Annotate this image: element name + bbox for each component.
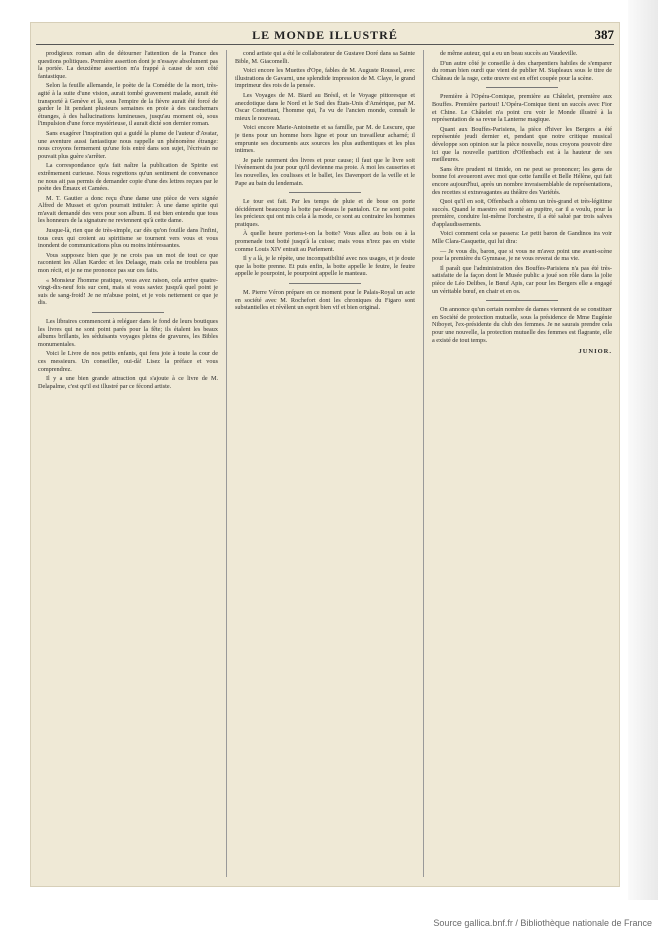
paragraph: Il y a une bien grande attraction qui s'ajoute à ce livre de M. Delapalme, c'est qu'il est illustré par ce fécond artiste.: [38, 375, 218, 390]
section-divider: [92, 312, 164, 313]
paragraph: M. Pierre Véron prépare en ce moment pour le Palais-Royal un acte en société avec M. Rochefort dont les chroniques du Figaro sont substantielles et révèlent un esprit bien vif et bien original.: [235, 289, 415, 312]
paragraph: Quant aux Bouffes-Parisiens, la pièce d'hiver les Bergers a été représentée jeudi dernier et, pendant que notre critique musical développe son opinion sur la pièce nouvelle, nous croyons pouvoir dire ici que la nouvelle partition d'Offenbach est à la hauteur de ses meilleures.: [432, 125, 612, 164]
page-binding-edge: [628, 0, 658, 900]
section-divider: [289, 283, 361, 284]
paragraph: Première à l'Opéra-Comique, première au Châtelet, première aux Bouffes. Première partout! L'Opéra-Comique tient un succès avec Fior et Chine. Le Châtelet n'a point cru voir le Monde illustré à la représentation de sa revue la Lanterne magique.: [432, 93, 612, 124]
column-1: [38, 50, 218, 877]
paragraph: Sans être prudent ni timide, on ne peut se prononcer; les gens de bonne foi avoueront avec moi que cette famille et Belle Hélène, qui fait encore aujourd'hui, après un nombre invraisemblable de représentations, des recettes si extravagantes au théâtre des Variétés.: [432, 165, 612, 196]
paragraph: Il y a là, je le répète, une incompatibilité avec nos usages, et je doute que la botte prenne. Et puis enfin, la botte appelle le feutre, le feutre appelle le pourpoint, le pourpoint appelle le manteau.: [235, 255, 415, 278]
newspaper-page: [30, 22, 620, 887]
column-3: [432, 50, 612, 877]
paragraph: Quoi qu'il en soit, Offenbach a obtenu un très-grand et très-légitime succès. Quand le maestro est monté au pupitre, car il a voulu, pour la première, conduire lui-même l'orchestre, il a été salué par trois salves d'applaudissements.: [432, 198, 612, 228]
article-columns: [38, 50, 612, 877]
paragraph: Il paraît que l'administration des Bouffes-Parisiens n'a pas été très-satisfaite de la façon dont le Musée public a joué son rôle dans la jolie pièce de Léo Delibes, le Bœuf Apis, car pour les Bergers elle a engagé un véritable bœuf, en chair et en os.: [432, 264, 612, 295]
paragraph: prodigieux roman afin de détourner l'attention de la France des questions politiques. Première assertion dont je n'essaye absolument pas la portée. La deuxième assertion m'a frappé à cause de son côté fantastique.: [38, 50, 218, 80]
paragraph: Je parle rarement des livres et pour cause; il faut que le livre soit l'événement du jour pour qu'il devienne ma proie. À moi les causeries et les nouvelles, les coulisses et le ballet, les Davenport de la veille et le Pape au bain du lendemain.: [235, 156, 415, 187]
paragraph: Jusque-là, rien que de très-simple, car dès qu'on fouille dans l'infini, tous ceux qui croient au spiritisme se tournent vers vous et vous inondent de communications plus ou moins intéressantes.: [38, 227, 218, 250]
paragraph: Vous supposez bien que je ne crois pas un mot de tout ce que racontent les Allan Kardec et les Delaage, mais cela ne troublera pas mon récit, et je ne me prononce pas sur ces faits.: [38, 251, 218, 275]
paragraph: Sans exagérer l'inspiration qui a guidé la plume de l'auteur d'Avatar, une aventure aussi fantastique nous rappelle un phénomène étrange: nous croyons fermement qu'une fois entré dans son sujet, l'écrivain ne pouvait plus guère s'arrêter.: [38, 129, 218, 160]
paragraph: À quelle heure portera-t-on la botte? Vous allez au bois ou à la promenade tout botté jusqu'à la cuisse; mais vous n'irez pas en visite comme Louis XIV entrait au Parlement.: [235, 230, 415, 253]
page-number: 387: [594, 27, 614, 42]
column-rule: [423, 50, 424, 877]
paragraph: Les Voyages de M. Biard au Brésil, et le Voyage pittoresque et anecdotique dans le Nord et le Sud des États-Unis d'Amérique, par M. Oscar Comettant, l'homme qui, l'a vu de l'ancien monde, connaît le mieux le nouveau.: [235, 91, 415, 122]
paragraph: D'un autre côté je conseille à des charpentiers habiles de s'emparer du roman bien ourdi que vient de publier M. Stapleaux sous le titre de Château de la rage, cette œuvre est en effet coupée pour la scène.: [432, 59, 612, 82]
paragraph: Voici encore Marie-Antoinette et sa famille, par M. de Lescure, que je tiens pour un homme hors ligne et pour un travailleur acharné; il emprunte ses documents aux sources les plus authentiques et les plus intimes.: [235, 124, 415, 155]
paragraph: Voici encore les Muettes d'Ope, fables de M. Auguste Roussel, avec illustrations de Gavarni, une splendide impression de M. Claye, le grand imprimeur des rois de la pensée.: [235, 67, 415, 90]
source-credit: Source gallica.bnf.fr / Bibliothèque nationale de France: [433, 918, 652, 928]
paragraph: Voici le Livre de nos petits enfants, qui fera joie à toute la cour de ces messieurs. Un conseiller, oui-dà! Lisez la préface et vous comprendrez.: [38, 350, 218, 373]
paragraph: de même auteur, qui a eu un beau succès au Vaudeville.: [440, 50, 578, 57]
paragraph: M. T. Gautier a donc reçu d'une dame une pièce de vers signée Alfred de Musset et qu'on pourrait intituler: À une dame spirite qui m'avait demandé des vers pour son album. Il est bien entendu que tous les honneurs de la signature ne reviennent qu'à cette dame.: [38, 194, 218, 225]
header-rule: [36, 44, 614, 45]
paragraph: — Je vous dis, baron, que si vous ne m'avez point une avant-scène pour la première du Gymnase, je ne vous reverai de ma vie.: [432, 247, 612, 263]
paragraph: « Monsieur l'homme pratique, vous avez raison, cela arrive quatre-vingt-dix-neuf fois sur cent, mais si vous saviez jusqu'à quel point je suis de sang-froid! Je ne m'abuse point, et je vois nettement ce que je dis.: [38, 276, 218, 307]
column-rule: [226, 50, 227, 877]
masthead-title: LE MONDE ILLUSTRÉ: [252, 28, 398, 42]
section-divider: [486, 300, 558, 301]
paragraph: cond artiste qui a été le collaborateur de Gustave Doré dans sa Sainte Bible, M. Giacomelli.: [235, 50, 415, 65]
column-2: [235, 50, 415, 877]
paragraph: Les libraires commencent à reléguer dans le fond de leurs boutiques les livres qui ne sont point parés pour la fête; ils étalent les beaux albums brillants, les séduisants voyages pleins de gravures, les Bibles monumentales.: [38, 318, 218, 348]
paragraph: Voici comment cela se passera: Le petit baron de Gandinos ira voir Mlle Clara-Casquette, qui lui dira:: [432, 230, 612, 246]
author-signature: JUNIOR.: [578, 348, 612, 356]
paragraph: La correspondance qu'a fait naître la publication de Spirite est extrêmement curieuse. Nous regrettons qu'un sentiment de convenance ne nous ait pas permis de demander copie d'une des lettres reçues par le poète des Émaux et Camées.: [38, 162, 218, 193]
paragraph: On annonce qu'un certain nombre de dames viennent de se constituer en Société de protection mutuelle, sous la présidence de Mme Eugénie Niboyet, l'ex-présidente du club des femmes. Je ne saurais prendre cela pour une nouvelle, la protection mutuelle des femmes est flagrante, elle a existé de tout temps.: [432, 306, 612, 344]
paragraph: Le tour est fait. Par les temps de pluie et de boue on porte décidément beaucoup la botte par-dessus le pantalon. Ce ne sont point les précieux qui ont mis cela à la mode, ce sont au contraire les hommes pratiques.: [235, 198, 415, 228]
section-divider: [486, 87, 558, 88]
section-divider: [289, 192, 361, 193]
paragraph: Selon la feuille allemande, le poète de la Comédie de la mort, très-agité à la suite d'une vision, aurait tombé gravement malade, aurait été transporté à Genève et là, sous l'empire de la fièvre aurait été forcé de garder le lit pendant plusieurs semaines en proie à des cauchemars étranges, à des hallucinations lumineuses, jusqu'au moment où, sous l'impulsion d'une force mystérieuse, il aurait dicté son dernier roman.: [38, 82, 218, 128]
